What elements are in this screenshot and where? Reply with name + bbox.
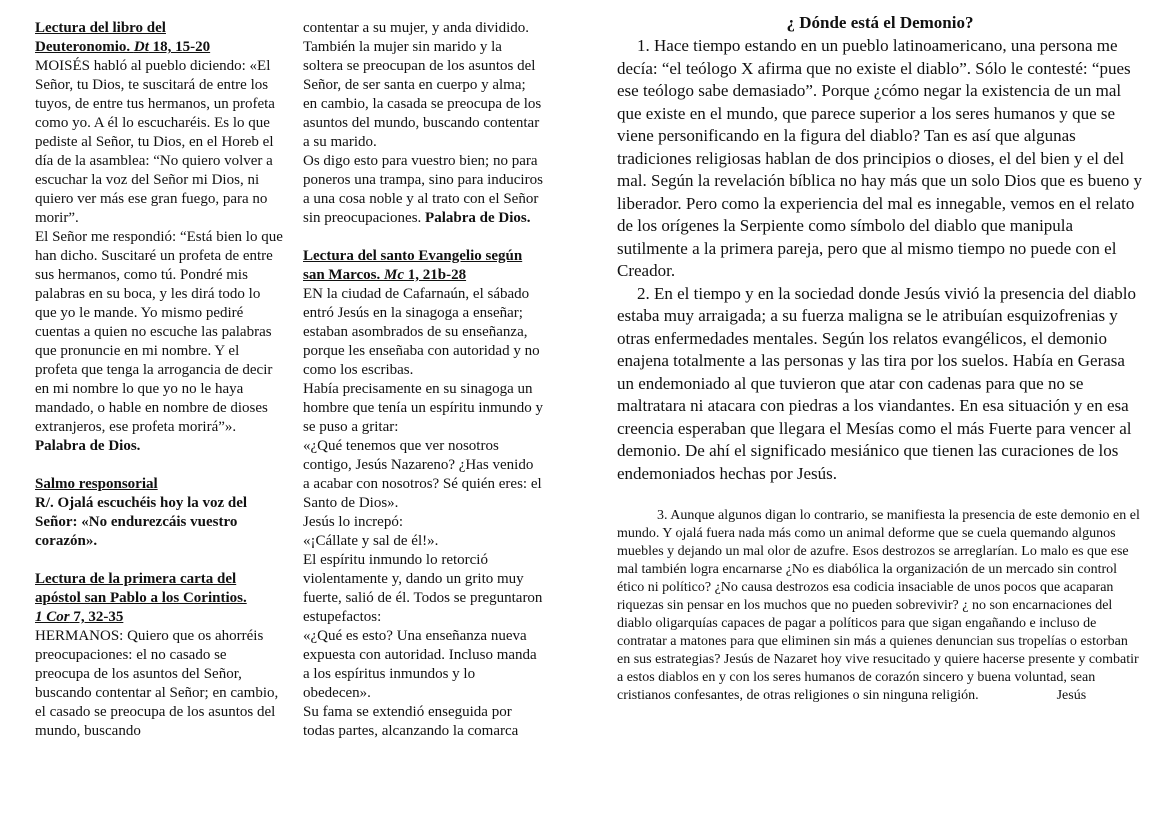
- reading2-continued-b-text: Os digo esto para vuestro bien; no para poneros una trampa, sino para induciros a una cosa noble y al trato con el Señor sin preocupaciones.: [303, 153, 543, 226]
- reading1-ref-book: Dt: [133, 39, 149, 55]
- reading2-text: HERMANOS: Quiero que os ahorréis preocupaciones: el no casado se preocupa de los asuntos del Señor, buscando contentar al Señor; en cambio, el casado se preocupa de los asuntos del mundo, buscando: [35, 628, 279, 739]
- reading2-close: Palabra de Dios.: [425, 210, 531, 226]
- commentary-title: ¿ Dónde está el Demonio?: [786, 13, 974, 32]
- reading1-title: [35, 19, 285, 57]
- commentary-paragraph-3-text: 3. Aunque algunos digan lo contrario, se manifiesta la presencia de este demonio en el mundo. Y ojalá fuera nada más como un animal deforme que se cuela quemando algunos muebles y dejando un mal olor de azufre. Esos destrozos se arreglarían. Lo malo es que ese mal también logra encarnarse ¿No es diabólica la organización de un mercado sin control ético ni político? ¿No causa destrozos esa codicia insaciable de unos pocos que acaparan riquezas sin pensar en los muchos que no pueden sobrevivir? ¿ no son encarnaciones del diablo oligarquías capaces de pagar a políticos para que sigan engañando e incluso de contratar a matones para que eliminen sin más a quienes denuncian sus tropelías o estorban en sus estrategias? Jesús de Nazaret hoy vive resucitado y quiere hacerse presente y combatir a estos diablos en y con los seres humanos de corazón sincero y buena voluntad, sean cristianos confesantes, de otras religiones o sin ninguna religión.: [617, 508, 1140, 703]
- reading1-text-a: MOISÉS habló al pueblo diciendo: «El Señor, tu Dios, te suscitará de entre los tuyos, de entre tus hermanos, un profeta como yo. A él lo escucharéis. Es lo que pediste al Señor, tu Dios, en el Horeb el día de la asamblea: “No quiero volver a escuchar la voz del Señor mi Dios, ni quiero ver más ese gran fuego, para no morir”.: [35, 58, 275, 226]
- gospel-paragraph-7: «¿Qué es esto? Una enseñanza nueva expuesta con autoridad. Incluso manda a los espíritus inmundos y lo obedecen».: [303, 628, 537, 701]
- gospel-ref-book: Mc: [383, 267, 404, 283]
- gospel-paragraph-5: «¡Cállate y sal de él!».: [303, 533, 439, 549]
- psalm-response: R/. Ojalá escuchéis hoy la voz del Señor: «No endurezcáis vuestro corazón».: [35, 495, 248, 549]
- reading1-text-b: El Señor me respondió: “Está bien lo que han dicho. Suscitaré un profeta de entre sus hermanos, como tú. Pondré mis palabras en su boca, y les dirá todo lo que yo le mande. Yo mismo pediré cuentas a quien no escuche las palabras que pronuncie en mi nombre. Y el profeta que tenga la arrogancia de decir en mi nombre lo que yo no le haya mandado, o hable en nombre de dioses extranjeros, ese profeta morirá”».: [35, 229, 283, 435]
- gospel-paragraph-1: EN la ciudad de Cafarnaún, el sábado entró Jesús en la sinagoga a enseñar; estaban asombrados de su enseñanza, porque les enseñaba con autoridad y no como los escribas.: [303, 286, 540, 378]
- commentary-paragraph-1: 1. Hace tiempo estando en un pueblo latinoamericano, una persona me decía: “el teólogo X afirma que no existe el diablo”. Sólo le contesté: “pues ese teólogo sabe demasiado”. Porque ¿cómo negar la existencia de un mal que existe en el mundo, que parece superior a los seres humanos y que se viene personificando en la figura del diablo? Tan es así que algunas tradiciones religiosas hablan de dos principios o dioses, el del bien y el del mal. Según la revelación bíblica no hay más que un solo Dios que es bueno y liberador. Pero como la experiencia del mal es innegable, vemos en el relato de los orígenes la Serpiente como símbolo del diablo que manipula sutilmente a la primera pareja, pero que al mismo tiempo no puede con el Creador.: [617, 36, 1142, 280]
- gospel-paragraph-3: «¿Qué tenemos que ver nosotros contigo, Jesús Nazareno? ¿Has venido a acabar con nosotros? Sé quién eres: el Santo de Dios».: [303, 438, 542, 511]
- gospel-paragraph-8: Su fama se extendió enseguida por todas partes, alcanzando la comarca: [303, 704, 519, 739]
- gospel-paragraph-2: Había precisamente en su sinagoga un hombre que tenía un espíritu inmundo y se puso a gritar:: [303, 381, 543, 435]
- commentary-column: [617, 12, 1143, 705]
- reading2-continued: contentar a su mujer, y anda dividido. También la mujer sin marido y la soltera se preocupan de los asuntos del Señor, de ser santa en cuerpo y alma; en cambio, la casada se preocupa de los asuntos del mundo, buscando contentar a su marido.: [303, 20, 542, 150]
- commentary-paragraph-3: [617, 507, 1143, 705]
- gospel-title-text: Lectura del santo Evangelio según san Marcos.: [303, 248, 523, 283]
- signature: Jesús: [1056, 688, 1087, 703]
- gospel-ref-verses: 1, 21b-28: [403, 267, 467, 283]
- reading2-ref-verses: 7, 32-35: [69, 609, 124, 625]
- reading2-title: [35, 570, 285, 627]
- reading2-title-text: Lectura de la primera carta del apóstol san Pablo a los Corintios.: [35, 571, 247, 606]
- gospel-paragraph-4: Jesús lo increpó:: [303, 514, 403, 530]
- reading2-continued-b: [303, 152, 543, 228]
- reading1-ref-verses: 18, 15-20: [148, 39, 211, 55]
- psalm-title: Salmo responsorial: [35, 476, 158, 492]
- reading1-title-line1: Lectura del libro del: [35, 20, 166, 36]
- first-column: [35, 19, 285, 741]
- second-column: [303, 19, 543, 741]
- reading2-ref-book: 1 Cor: [35, 609, 70, 625]
- gospel-paragraph-6: El espíritu inmundo lo retorció violentamente y, dando un grito muy fuerte, salió de él. Todos se preguntaron estupefactos:: [303, 552, 543, 625]
- reading1-close: Palabra de Dios.: [35, 438, 141, 454]
- gospel-title: [303, 247, 543, 285]
- reading1-title-line2: Deuteronomio.: [35, 39, 134, 55]
- commentary-paragraph-2: 2. En el tiempo y en la sociedad donde Jesús vivió la presencia del diablo estaba muy arraigada; a su fuerza maligna se le atribuían esquizofrenias y otras enfermedades mentales. Según los relatos evangélicos, el demonio enajena totalmente a las personas y las tira por los suelos. Había en Gerasa un endemoniado al que tuvieron que atar con cadenas para que no se maltratara ni atacara con piedras a los viandantes. En esa situación y en esa creencia esperaban que llegara el Mesías como el más Fuerte para vencer al demonio. De ahí el significado mesiánico que tienen las curaciones de los endemoniados hechas por Jesús.: [617, 283, 1137, 483]
